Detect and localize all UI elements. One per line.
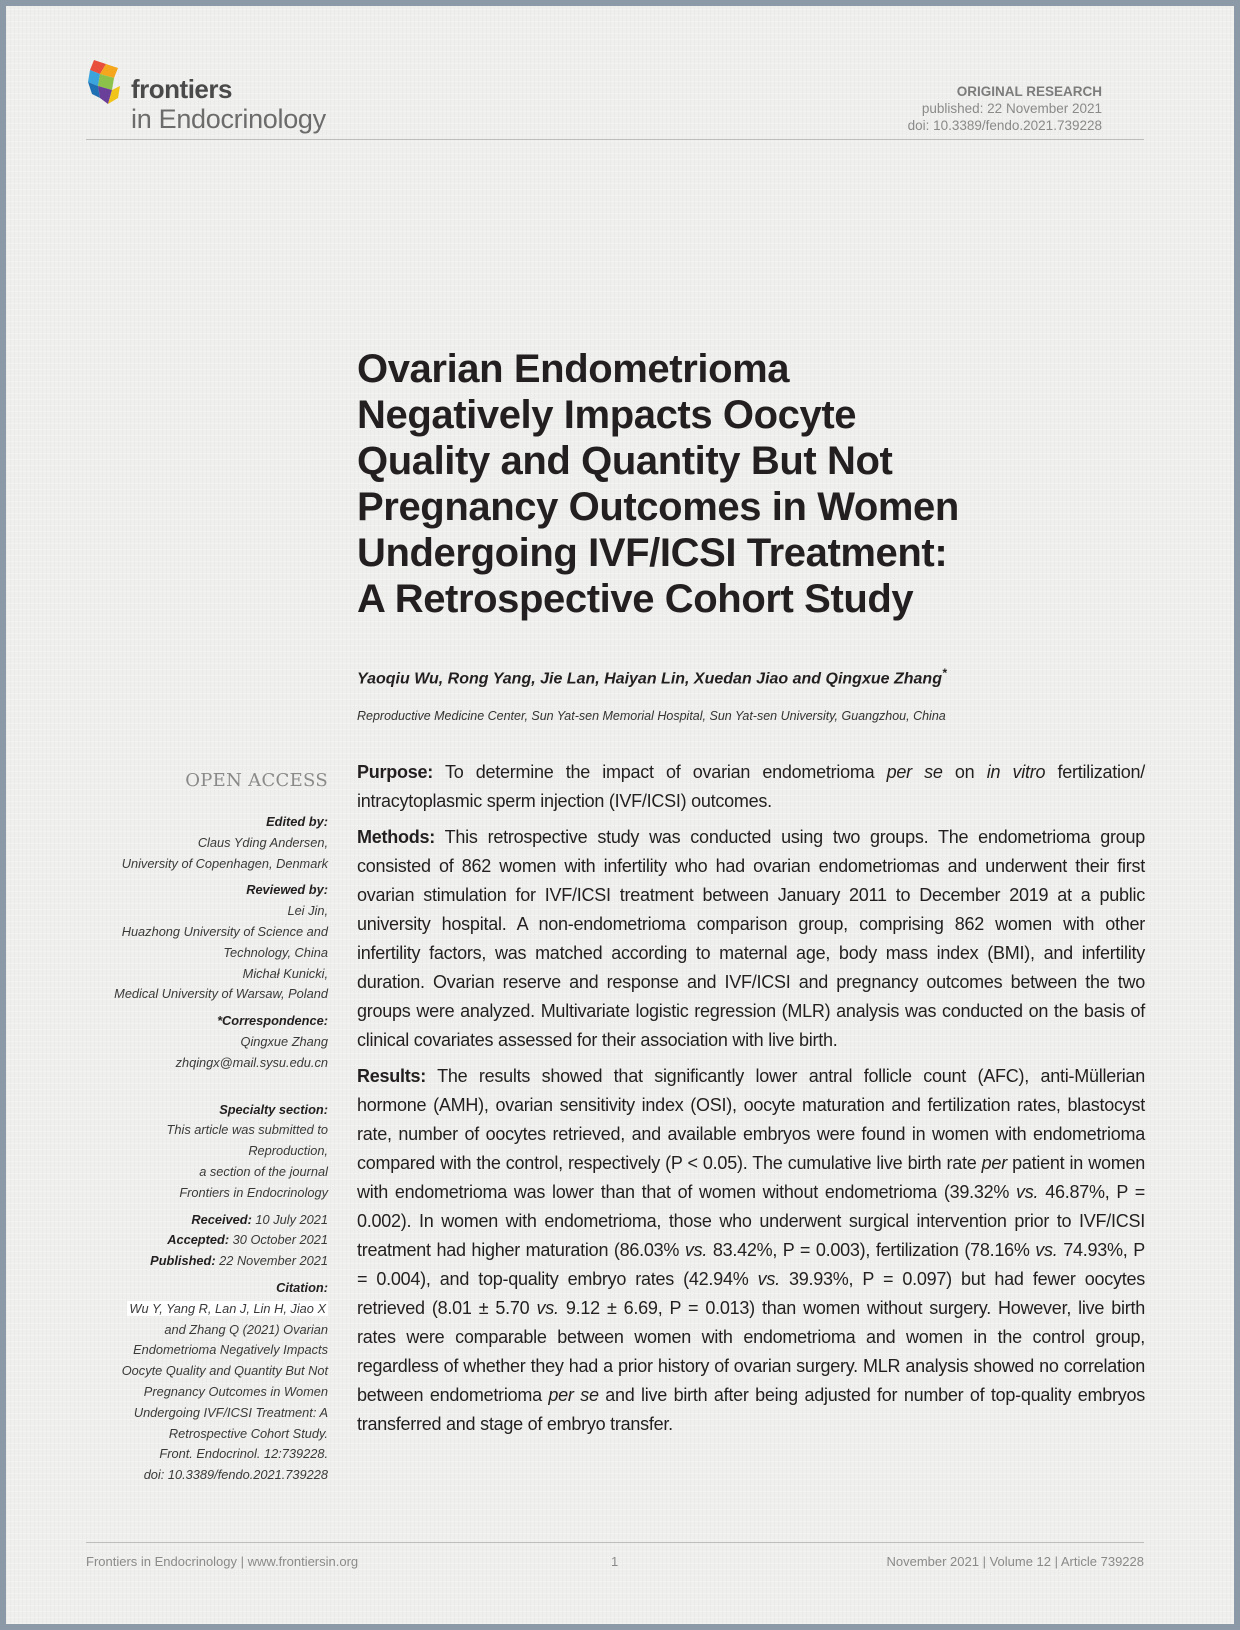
abstract-purpose [357,758,1145,816]
footer-journal[interactable]: Frontiers in Endocrinology | www.frontiersin.org [86,1554,359,1569]
reviewer-line: Technology, China [223,944,328,960]
citation-authors[interactable]: Wu Y, Yang R, Lan J, Lin H, Jiao X [129,1300,326,1316]
citation-line[interactable]: doi: 10.3389/fendo.2021.739228 [143,1467,328,1483]
methods-heading: Methods: [357,827,435,847]
received-value: 10 July 2021 [255,1211,328,1227]
published-value: 22 November 2021 [219,1253,328,1269]
published-date: published: 22 November 2021 [921,101,1102,116]
correspondent-email[interactable]: zhqingx@mail.sysu.edu.cn [175,1054,328,1070]
article-title [357,346,1077,622]
paper-page [6,6,1234,1624]
open-access-label: OPEN ACCESS [185,770,328,791]
purpose-italic: per se [886,762,943,782]
citation-line: Retrospective Cohort Study. [168,1425,328,1441]
correspondent-name: Qingxue Zhang [240,1033,328,1049]
footer-divider [86,1542,1144,1543]
purpose-text: on [942,762,987,782]
results-text: 46.87%, P = 0.002). In women with endometrioma, those who underwent surgical intervention prior to IVF/ICSI treatment had higher maturation (86.03% [357,1182,1146,1260]
results-text: 74.93%, P = 0.004), and top-quality embryo rates (42.94% [357,1240,1145,1289]
specialty-section-block [76,1100,328,1204]
header-divider [86,139,1144,140]
results-italic: per [981,1153,1007,1173]
page-number: 1 [611,1554,619,1569]
corresponding-mark: * [941,666,947,680]
editor-line: Claus Yding Andersen, [197,834,328,850]
journal-name: in Endocrinology [131,104,326,134]
results-italic: vs. [684,1240,708,1260]
reviewer-line: Michał Kunicki, [242,965,328,981]
citation-line: Front. Endocrinol. 12:739228. [159,1446,328,1462]
specialty-line: Frontiers in Endocrinology [179,1184,328,1200]
abstract-results [357,1062,1145,1439]
results-heading: Results: [357,1066,427,1086]
title-line: Undergoing IVF/ICSI Treatment: [357,531,948,575]
results-italic: vs. [1016,1182,1039,1202]
accepted-date [76,1230,328,1251]
results-text: 83.42%, P = 0.003), fertilization (78.16% [707,1240,1036,1260]
reviewed-by-block [76,880,328,1005]
received-date [76,1210,328,1231]
citation-line: Endometrioma Negatively Impacts [133,1342,328,1358]
citation-line: and Zhang Q (2021) Ovarian [164,1321,328,1337]
specialty-line: a section of the journal [199,1163,328,1179]
title-line: Ovarian Endometrioma [357,347,790,391]
published-label: Published: [150,1253,216,1269]
title-line: A Retrospective Cohort Study [357,577,914,621]
received-label: Received: [191,1211,252,1227]
correspondence-block [76,1011,328,1073]
abstract-methods [357,823,1145,1055]
article-sidebar [76,812,328,1492]
title-line: Pregnancy Outcomes in Women [357,485,959,529]
author-list[interactable] [357,666,947,688]
reviewed-by-label: Reviewed by: [246,882,328,898]
frontiers-cube-icon [86,60,126,108]
methods-text: This retrospective study was conducted using two groups. The endometrioma group consisted of 862 women with infertility who had ovarian endometriomas and underwent their first ovarian stimulation for IVF/ICSI treatment between January 2011 to December 2019 at a public university hospital. A non-endometrioma comparison group, comprising 862 women with other infertility factors, was matched according to maternal age, body mass index (BMI), and infertility duration. Ovarian reserve and response and IVF/ICSI and pregnancy outcomes between the two groups were analyzed. Multivariate logistic regression (MLR) analysis was conducted on the basis of clinical covariates assessed for their association with live birth. [357,827,1145,1050]
accepted-value: 30 October 2021 [232,1232,328,1248]
results-italic: vs. [536,1298,559,1318]
correspondence-label: *Correspondence: [217,1013,328,1029]
citation-label: Citation: [276,1279,328,1295]
dates-block [76,1210,328,1272]
purpose-text: To determine the impact of ovarian endometrioma [444,762,887,782]
journal-brand: frontiers [131,74,232,104]
abstract [357,758,1145,1446]
authors-text[interactable]: Yaoqiu Wu, Rong Yang, Jie Lan, Haiyan Lin, Xuedan Jiao and Qingxue Zhang [357,670,942,688]
published-date-sidebar [76,1251,328,1272]
article-meta-header [908,83,1102,134]
affiliation: Reproductive Medicine Center, Sun Yat-sen Memorial Hospital, Sun Yat-sen University, Guangzhou, China [357,709,946,723]
purpose-text: fertilization/ intracytoplasmic sperm injection (IVF/ICSI) outcomes. [357,762,1146,811]
reviewer-line: Lei Jin, [287,903,328,919]
footer-volume: November 2021 | Volume 12 | Article 739228 [886,1554,1144,1569]
doi[interactable]: doi: 10.3389/fendo.2021.739228 [907,118,1102,133]
title-line: Quality and Quantity But Not [357,439,893,483]
results-italic: per se [548,1385,599,1405]
results-text: patient in women with endometrioma was lower than that of women without endometrioma (39.32% [357,1153,1145,1202]
purpose-italic: in vitro [986,762,1046,782]
title-line: Negatively Impacts Oocyte [357,393,857,437]
results-text: The results showed that significantly lower antral follicle count (AFC), anti-Müllerian hormone (AMH), ovarian sensitivity index (OSI), oocyte maturation and fertilization rates, blastocyst rate, number of oocytes retrieved, and available embryos were found in women with endometrioma compared with the control, respectively (P < 0.05). The cumulative live birth rate [357,1066,1145,1173]
specialty-line: Reproduction, [248,1143,328,1159]
citation-line: Pregnancy Outcomes in Women [143,1383,328,1399]
citation-line: Undergoing IVF/ICSI Treatment: A [133,1404,328,1420]
specialty-label: Specialty section: [219,1101,328,1117]
results-italic: vs. [1035,1240,1058,1260]
citation-block [76,1278,328,1486]
citation-line: Oocyte Quality and Quantity But Not [121,1363,328,1379]
results-text: 39.93%, P = 0.097) but had fewer oocytes retrieved (8.01 ± 5.70 [357,1269,1145,1318]
results-italic: vs. [757,1269,780,1289]
purpose-heading: Purpose: [357,762,434,782]
edited-by-label: Edited by: [266,814,328,829]
edited-by-block [76,812,328,874]
reviewer-line: Huazhong University of Science and [121,923,328,939]
results-text: and live birth after being adjusted for number of top-quality embryos transferred and stage of embryo transfer. [357,1385,1145,1434]
citation-line [76,1299,328,1320]
specialty-line: This article was submitted to [166,1122,328,1138]
article-type: ORIGINAL RESEARCH [956,84,1102,99]
editor-line: University of Copenhagen, Denmark [121,855,328,871]
accepted-label: Accepted: [167,1232,230,1248]
reviewer-line: Medical University of Warsaw, Poland [114,986,328,1002]
results-text: 9.12 ± 6.69, P = 0.013) than women without surgery. However, live birth rates were comparable between women with endometrioma and women in the control group, regardless of whether they had a prior history of ovarian surgery. MLR analysis showed no correlation between endometrioma [357,1298,1145,1405]
